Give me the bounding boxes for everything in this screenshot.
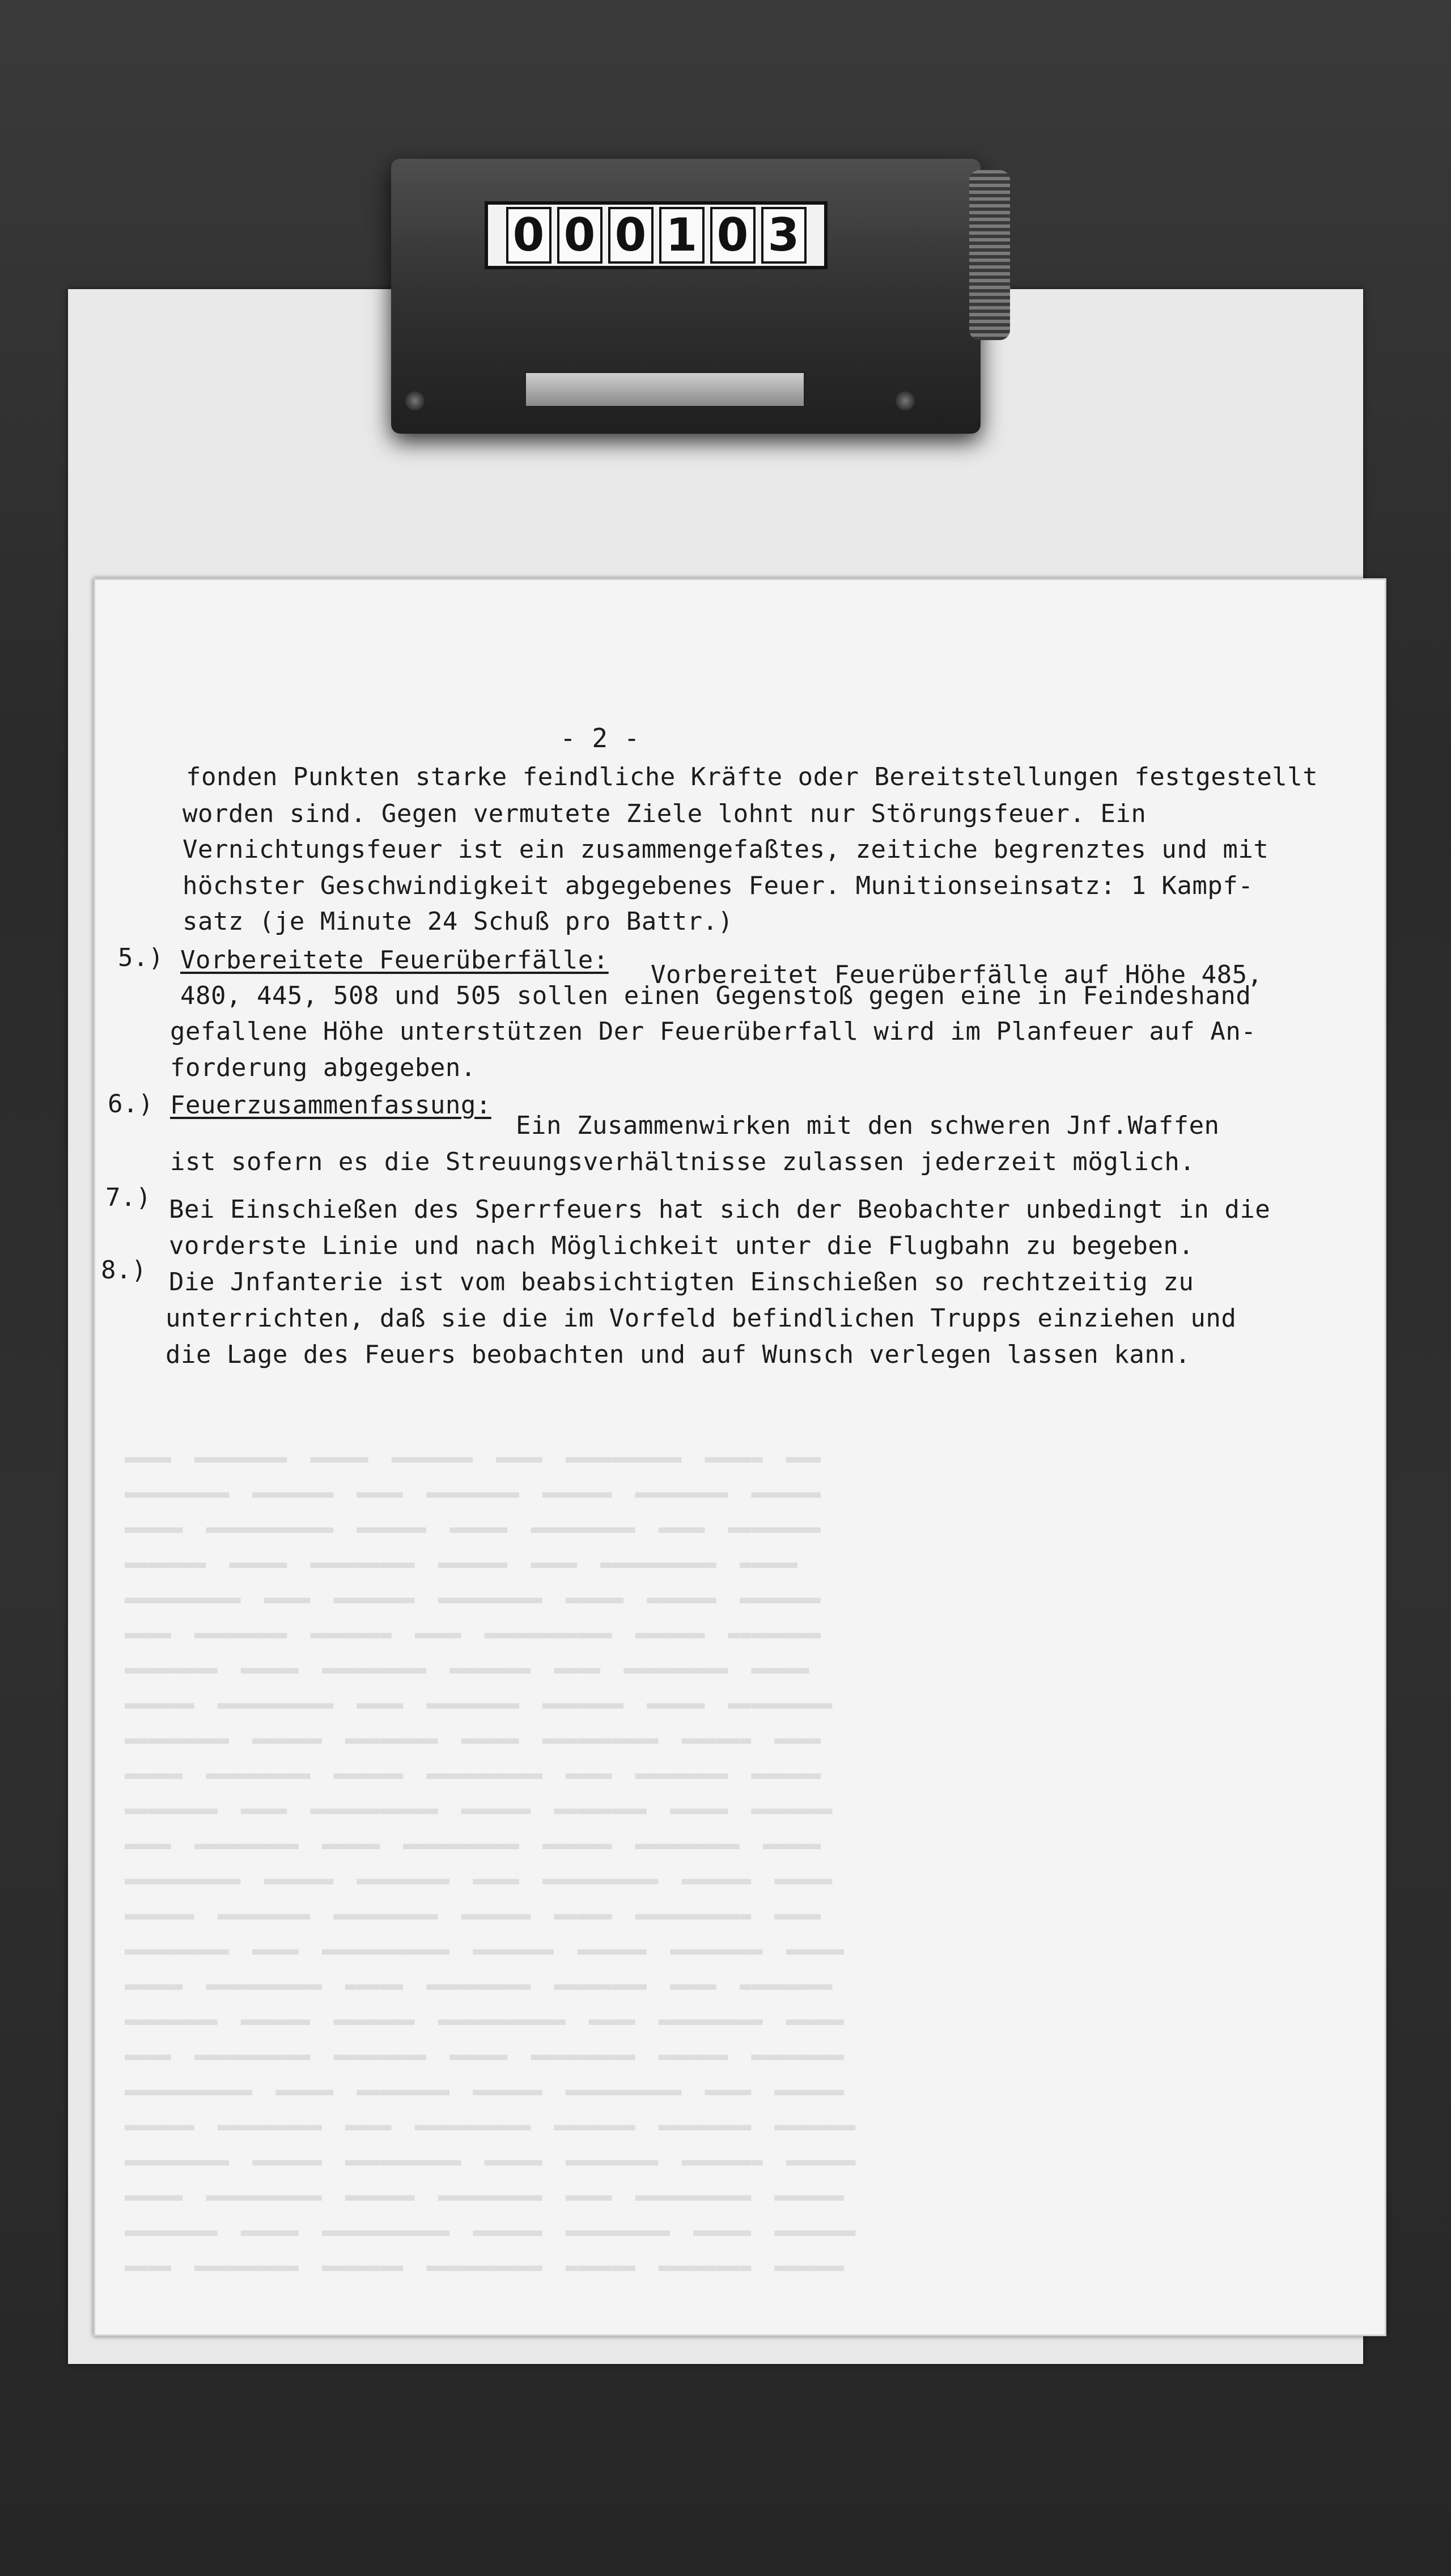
text-line: Vorbereitet Feuerüberfälle auf Höhe 485,: [651, 960, 1263, 989]
text-line: höchster Geschwindigkeit abgegebenes Feuer. Munitionseinsatz: 1 Kampf-: [183, 871, 1254, 900]
section-number: 8.): [101, 1256, 147, 1285]
text-line: vorderste Linie und nach Möglichkeit unter die Flugbahn zu begeben.: [169, 1231, 1194, 1260]
counter-digit: 1: [659, 207, 705, 264]
text-line: satz (je Minute 24 Schuß pro Battr.): [183, 907, 733, 936]
text-line: Ein Zusammenwirken mit den schweren Jnf.Waffen: [516, 1111, 1220, 1140]
text-line: forderung abgegeben.: [170, 1053, 476, 1082]
text-line: Vernichtungsfeuer ist ein zusammengefaßtes, zeitiche begrenztes und mit: [183, 835, 1269, 864]
counter-digit: 0: [608, 207, 654, 264]
section-heading: Feuerzusammenfassung:: [170, 1091, 491, 1120]
text-line: Bei Einschießen des Sperrfeuers hat sich der Beobachter unbedingt in die: [169, 1195, 1271, 1224]
section-number: 7.): [105, 1183, 151, 1212]
counter-digit: 0: [710, 207, 756, 264]
text-line: die Lage des Feuers beobachten und auf Wunsch verlegen lassen kann.: [166, 1340, 1191, 1369]
text-line: Die Jnfanterie ist vom beabsichtigten Einschießen so rechtzeitig zu: [169, 1268, 1194, 1297]
text-line: worden sind. Gegen vermutete Ziele lohnt nur Störungsfeuer. Ein: [183, 799, 1147, 828]
text-line: gefallene Höhe unterstützen Der Feuerüberfall wird im Planfeuer auf An-: [170, 1017, 1257, 1046]
section-number: 5.): [118, 943, 164, 972]
counter-digit: 3: [761, 207, 807, 264]
counter-digit: 0: [557, 207, 603, 264]
section-heading: Vorbereitete Feuerüberfälle:: [180, 946, 609, 975]
text-line: fonden Punkten starke feindliche Kräfte oder Bereitstellungen festgestellt: [186, 762, 1318, 791]
text-line: 480, 445, 508 und 505 sollen einen Gegenstoß gegen eine in Feindeshand: [180, 981, 1251, 1010]
section-number: 6.): [108, 1090, 154, 1118]
counter-digit: 0: [506, 207, 551, 264]
text-line: unterrichten, daß sie die im Vorfeld befindlichen Trupps einziehen und: [166, 1304, 1237, 1333]
text-line: ist sofern es die Streuungsverhältnisse zulassen jederzeit möglich.: [170, 1147, 1195, 1176]
page-number: - 2 -: [560, 723, 640, 753]
bleed-through-texture: ▬▬▬▬ ▬▬▬▬▬▬▬▬ ▬▬▬▬▬ ▬▬▬▬▬▬▬ ▬▬▬▬ ▬▬▬▬▬▬▬▬▬▬ ▬▬▬▬▬ ▬▬▬ ▬▬▬▬▬▬▬▬▬ ▬▬▬▬▬▬▬ ▬▬▬▬ ▬▬▬▬▬▬▬▬ ▬▬▬▬▬▬ ▬▬▬▬▬▬▬▬ ▬▬▬▬▬▬ ▬▬▬▬▬ ▬▬▬▬▬▬▬▬▬▬▬ ▬▬▬▬▬▬ ▬▬▬▬▬ ▬▬▬▬▬▬▬▬▬ ▬▬▬▬ ▬▬▬▬▬▬▬▬ ▬▬▬▬▬▬▬ ▬▬▬▬▬ ▬▬▬▬▬▬▬▬▬ ▬▬▬▬▬▬ ▬▬▬▬ ▬▬▬▬▬▬▬▬▬▬ ▬▬▬▬▬ ▬▬▬▬▬▬▬▬▬▬ ▬▬▬▬ ▬▬▬▬▬▬▬ ▬▬▬▬▬▬▬▬▬ ▬▬▬▬▬ ▬▬▬▬▬▬ ▬▬▬▬▬▬▬ ▬▬▬▬ ▬▬▬▬▬▬▬▬ ▬▬▬▬▬▬▬ ▬▬▬▬ ▬▬▬▬▬▬▬▬▬▬▬ ▬▬▬▬▬▬ ▬▬▬▬▬▬▬▬ ▬▬▬▬▬▬▬▬ ▬▬▬▬▬ ▬▬▬▬▬▬▬▬▬ ▬▬▬▬▬▬▬ ▬▬▬▬ ▬▬▬▬▬▬▬▬▬ ▬▬▬▬▬ ▬▬▬▬▬▬ ▬▬▬▬▬▬▬▬▬▬ ▬▬▬▬ ▬▬▬▬▬▬▬▬ ▬▬▬▬▬▬▬ ▬▬▬▬▬ ▬▬▬▬▬▬▬▬▬ ▬▬▬▬▬▬▬▬▬ ▬▬▬▬▬▬ ▬▬▬▬▬▬▬▬ ▬▬▬▬▬ ▬▬▬▬▬▬▬▬▬▬ ▬▬▬▬▬▬ ▬▬▬▬ ▬▬▬▬▬ ▬▬▬▬▬▬▬▬▬ ▬▬▬▬▬▬ ▬▬▬▬▬▬▬▬▬▬ ▬▬▬▬ ▬▬▬▬▬▬▬▬ ▬▬▬▬▬▬ ▬▬▬▬▬▬▬▬ ▬▬▬▬ ▬▬▬▬▬▬▬▬▬▬▬ ▬▬▬▬▬▬ ▬▬▬▬▬▬▬▬ ▬▬▬▬▬ ▬▬▬▬▬▬▬ ▬▬▬▬ ▬▬▬▬▬▬▬▬▬ ▬▬▬▬▬ ▬▬▬▬▬▬▬▬▬▬ ▬▬▬▬▬▬ ▬▬▬▬▬▬▬▬▬ ▬▬▬▬▬ ▬▬▬▬▬▬▬▬▬▬ ▬▬▬▬▬▬ ▬▬▬▬▬▬▬▬ ▬▬▬▬ ▬▬▬▬▬▬▬▬▬▬ ▬▬▬▬▬▬ ▬▬▬▬▬ ▬▬▬▬▬▬ ▬▬▬▬▬▬▬▬ ▬▬▬▬▬▬▬▬▬ ▬▬▬▬▬▬ ▬▬▬▬▬ ▬▬▬▬▬▬▬▬▬▬ ▬▬▬▬ ▬▬▬▬▬▬▬▬▬ ▬▬▬▬ ▬▬▬▬▬▬▬▬▬▬▬ ▬▬▬▬▬▬▬ ▬▬▬▬▬▬ ▬▬▬▬▬▬▬▬ ▬▬▬▬▬ ▬▬▬▬▬ ▬▬▬▬▬▬▬▬▬▬ ▬▬▬▬▬ ▬▬▬▬▬▬▬▬▬ ▬▬▬▬▬▬▬▬ ▬▬▬▬ ▬▬▬▬▬▬▬▬ ▬▬▬▬▬▬▬▬ ▬▬▬▬▬▬ ▬▬▬▬▬▬▬ ▬▬▬▬▬▬▬▬▬▬▬ ▬▬▬▬ ▬▬▬▬▬▬▬▬▬ ▬▬▬▬▬ ▬▬▬▬ ▬▬▬▬▬▬▬▬▬▬ ▬▬▬▬▬▬▬▬ ▬▬▬▬▬ ▬▬▬▬▬▬▬▬▬ ▬▬▬▬▬▬ ▬▬▬▬▬▬▬▬ ▬▬▬▬▬▬▬▬▬▬▬ ▬▬▬▬▬ ▬▬▬▬▬▬▬▬ ▬▬▬▬▬▬ ▬▬▬▬▬▬▬▬▬▬ ▬▬▬▬ ▬▬▬▬▬▬ ▬▬▬▬▬▬ ▬▬▬▬▬▬▬▬▬ ▬▬▬▬ ▬▬▬▬▬▬▬▬▬▬ ▬▬▬▬▬▬▬ ▬▬▬▬▬▬▬▬ ▬▬▬▬▬▬▬ ▬▬▬▬▬▬▬▬▬ ▬▬▬▬▬▬ ▬▬▬▬▬▬▬▬▬▬ ▬▬▬▬▬ ▬▬▬▬▬▬▬▬ ▬▬▬▬▬▬▬ ▬▬▬▬▬▬ ▬▬▬▬▬ ▬▬▬▬▬▬▬▬▬▬ ▬▬▬▬▬▬ ▬▬▬▬▬▬▬▬▬ ▬▬▬▬ ▬▬▬▬▬▬▬▬▬▬ ▬▬▬▬▬▬ ▬▬▬▬▬▬▬▬ ▬▬▬▬▬ ▬▬▬▬▬▬▬▬▬▬▬ ▬▬▬▬▬▬ ▬▬▬▬▬▬▬▬▬ ▬▬▬▬▬ ▬▬▬▬▬▬▬ ▬▬▬▬ ▬▬▬▬▬▬▬▬▬ ▬▬▬▬▬▬▬ ▬▬▬▬▬▬▬▬▬▬ ▬▬▬▬▬▬ ▬▬▬▬▬▬▬▬ ▬▬▬▬▬▬: [125, 1447, 856, 2278]
